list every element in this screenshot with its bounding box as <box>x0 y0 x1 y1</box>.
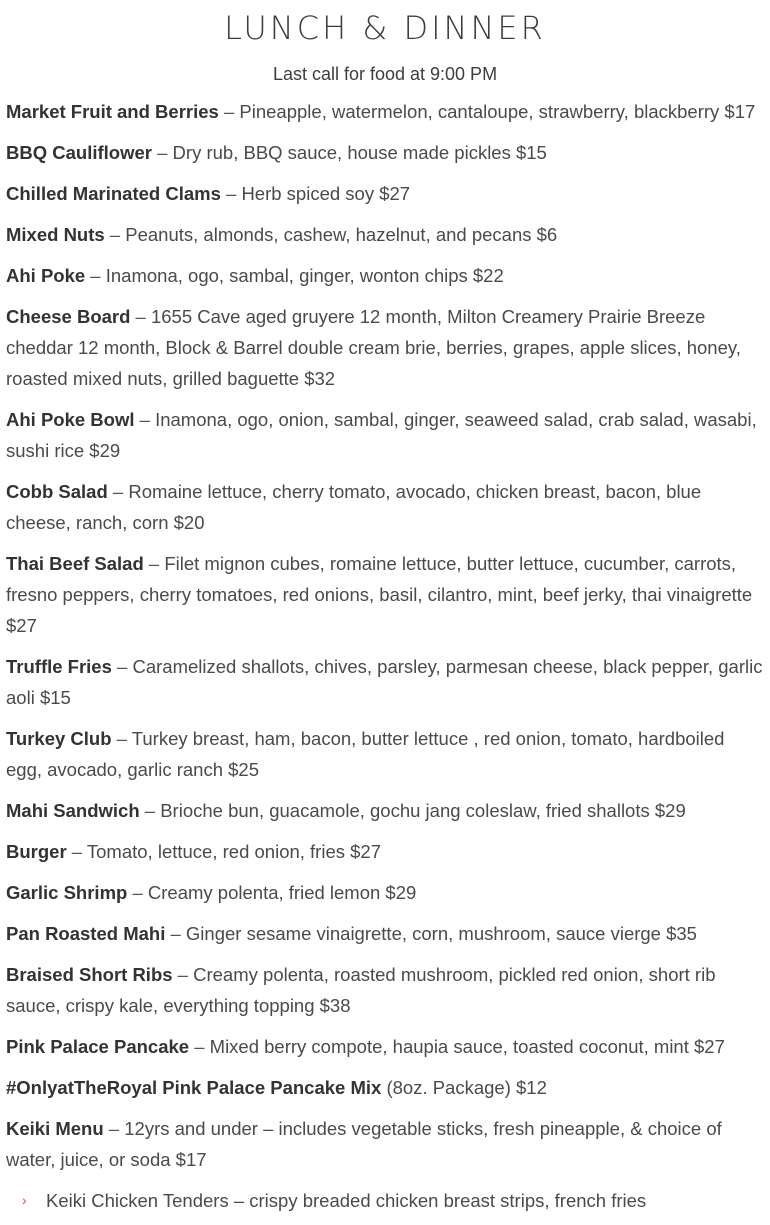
item-separator: – <box>111 656 133 677</box>
menu-item-ahi-poke <box>6 260 764 291</box>
item-separator: – <box>130 306 151 327</box>
item-separator: – <box>220 183 242 204</box>
item-name: Mahi Sandwich <box>6 800 140 821</box>
item-separator: – <box>151 142 173 163</box>
item-description: (8oz. Package) $12 <box>386 1077 547 1098</box>
menu-item-cobb-salad <box>6 476 764 538</box>
item-name: Chilled Marinated Clams <box>6 183 221 204</box>
menu-item-garlic-shrimp <box>6 877 764 908</box>
item-separator: – <box>143 553 165 574</box>
menu-item-braised-short-ribs <box>6 959 764 1021</box>
menu-item-turkey-club <box>6 723 764 785</box>
item-description: Caramelized shallots, chives, parsley, parmesan cheese, black pepper, garlic aoli $15 <box>6 656 763 708</box>
menu-item-keiki-menu <box>6 1113 764 1175</box>
item-separator: – <box>111 728 132 749</box>
menu-item-pancake-mix <box>6 1072 764 1103</box>
item-description: Inamona, ogo, onion, sambal, ginger, seaweed salad, crab salad, wasabi, sushi rice $29 <box>6 409 757 461</box>
menu-item-bbq-cauliflower <box>6 137 764 168</box>
item-separator: – <box>103 1118 125 1139</box>
item-separator: – <box>218 101 240 122</box>
item-name: Turkey Club <box>6 728 112 749</box>
item-description: Ginger sesame vinaigrette, corn, mushroom, sauce vierge $35 <box>185 923 697 944</box>
item-description: Filet mignon cubes, romaine lettuce, butter lettuce, cucumber, carrots, fresno peppers, cherry tomatoes, red onions, basil, cilantro, mint, beef jerky, thai vinaigrette $27 <box>6 553 753 636</box>
item-separator: – <box>172 964 194 985</box>
item-separator: – <box>134 409 156 430</box>
page-title: LUNCH & DINNER <box>224 9 546 47</box>
menu-item-pan-roasted-mahi <box>6 918 764 949</box>
item-name: Braised Short Ribs <box>6 964 173 985</box>
item-name: Ahi Poke <box>6 265 86 286</box>
item-name: Mixed Nuts <box>6 224 105 245</box>
item-separator: – <box>107 481 129 502</box>
item-description: Peanuts, almonds, cashew, hazelnut, and pecans $6 <box>125 224 558 245</box>
item-description: Creamy polenta, fried lemon $29 <box>147 882 417 903</box>
item-name: Garlic Shrimp <box>6 882 128 903</box>
item-description: 1655 Cave aged gruyere 12 month, Milton Creamery Prairie Breeze cheddar 12 month, Block & Barrel double cream brie, berries, grapes, apple slices, honey, roasted mixed nuts, grilled baguette $32 <box>6 306 741 389</box>
item-description: Romaine lettuce, cherry tomato, avocado, chicken breast, bacon, blue cheese, ranch, corn $20 <box>6 481 702 533</box>
item-description: Mixed berry compote, haupia sauce, toasted coconut, mint $27 <box>209 1036 725 1057</box>
item-description: Creamy polenta, roasted mushroom, pickled red onion, short rib sauce, crispy kale, everything topping $38 <box>6 964 716 1016</box>
item-description: Turkey breast, ham, bacon, butter lettuce , red onion, tomato, hardboiled egg, avocado, garlic ranch $25 <box>6 728 725 780</box>
item-description: Dry rub, BBQ sauce, house made pickles $15 <box>172 142 547 163</box>
item-description: Tomato, lettuce, red onion, fries $27 <box>86 841 382 862</box>
item-name: Ahi Poke Bowl <box>6 409 135 430</box>
item-name: Pan Roasted Mahi <box>6 923 166 944</box>
item-name: Keiki Menu <box>6 1118 104 1139</box>
item-name: Burger <box>6 841 67 862</box>
item-description: Brioche bun, guacamole, gochu jang coleslaw, fried shallots $29 <box>160 800 686 821</box>
item-name: BBQ Cauliflower <box>6 142 152 163</box>
menu-items <box>6 96 764 1216</box>
menu-item-cheese-board <box>6 301 764 394</box>
menu-item-ahi-poke-bowl <box>6 404 764 466</box>
item-name: Cobb Salad <box>6 481 108 502</box>
item-name: Cheese Board <box>6 306 131 327</box>
list-item <box>22 1185 764 1216</box>
menu-item-pink-palace-pancake <box>6 1031 764 1062</box>
item-name: Pink Palace Pancake <box>6 1036 190 1057</box>
item-separator: – <box>189 1036 210 1057</box>
item-separator: – <box>85 265 106 286</box>
menu-item-thai-beef-salad <box>6 548 764 641</box>
item-name: Truffle Fries <box>6 656 112 677</box>
menu-item-market-fruit <box>6 96 764 127</box>
item-separator: – <box>139 800 161 821</box>
keiki-sub-list <box>6 1185 764 1216</box>
item-description: 12yrs and under – includes vegetable sticks, fresh pineapple, & choice of water, juice, or soda $17 <box>6 1118 722 1170</box>
chevron-right-icon: › <box>22 1192 27 1208</box>
item-separator: – <box>104 224 126 245</box>
item-separator: – <box>66 841 87 862</box>
menu-page <box>0 8 770 1216</box>
item-description: Pineapple, watermelon, cantaloupe, strawberry, blackberry $17 <box>239 101 756 122</box>
keiki-item-text: Keiki Chicken Tenders – crispy breaded chicken breast strips, french fries <box>46 1190 647 1211</box>
item-separator: – <box>165 923 186 944</box>
page-subtitle: Last call for food at 9:00 PM <box>272 64 498 84</box>
item-name: Market Fruit and Berries <box>6 101 219 122</box>
menu-item-mixed-nuts <box>6 219 764 250</box>
menu-item-mahi-sandwich <box>6 795 764 826</box>
menu-item-truffle-fries <box>6 651 764 713</box>
item-separator: – <box>127 882 148 903</box>
item-description: Inamona, ogo, sambal, ginger, wonton chips $22 <box>105 265 504 286</box>
menu-item-burger <box>6 836 764 867</box>
menu-item-chilled-clams <box>6 178 764 209</box>
item-description: Herb spiced soy $27 <box>241 183 411 204</box>
item-name: #OnlyatTheRoyal Pink Palace Pancake Mix <box>6 1077 382 1098</box>
item-name: Thai Beef Salad <box>6 553 144 574</box>
